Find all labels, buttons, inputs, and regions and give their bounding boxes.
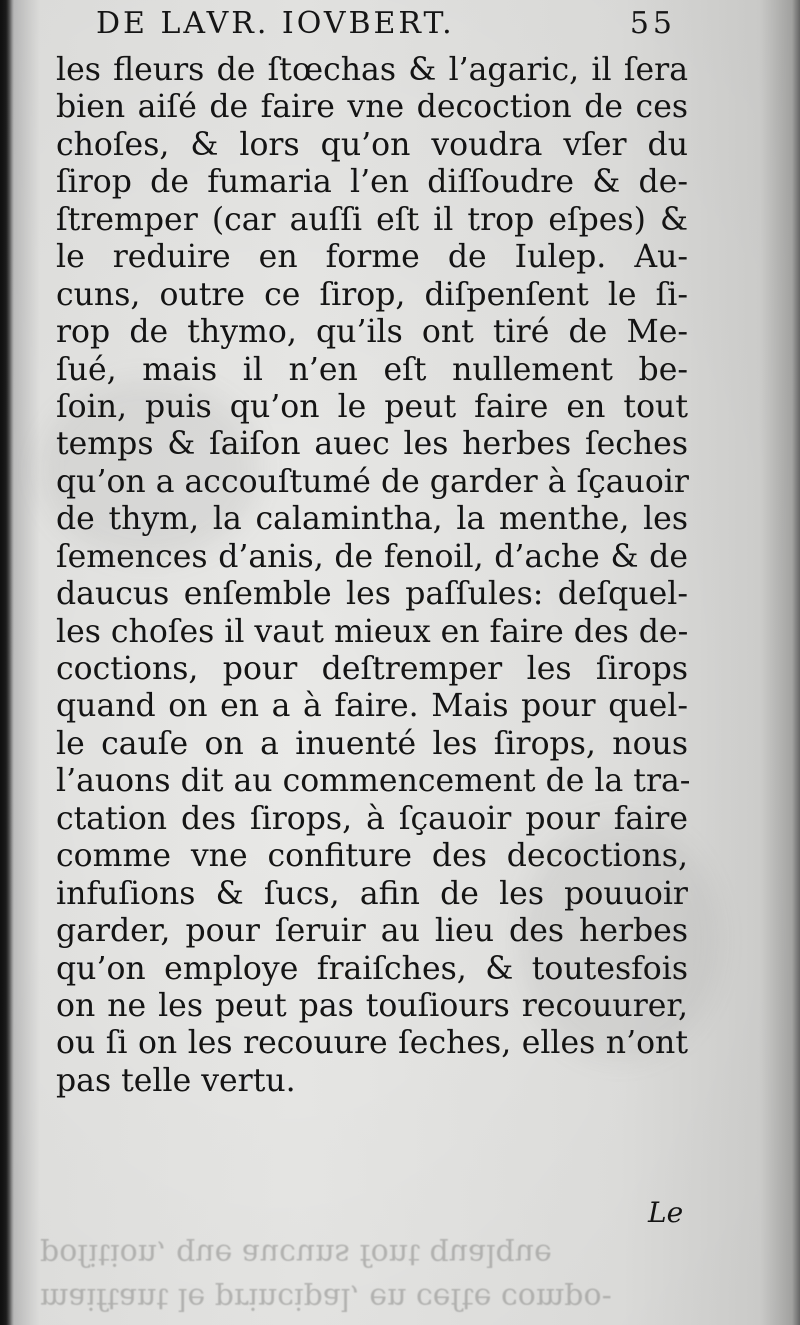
- gutter-shadow: [0, 0, 12, 1325]
- text-line: ctation des ſirops, à ſçauoir pour faire: [56, 800, 688, 837]
- text-line: le cauſe on a inuenté les ſirops, nous: [56, 725, 688, 762]
- text-line: l’auons dit au commencement de la tra-: [56, 763, 691, 800]
- text-line: ſirop de fumaria l’en diſſoudre & de-: [56, 164, 688, 201]
- text-line: choſes, & lors qu’on voudra vſer du: [56, 126, 688, 163]
- text-line: cuns, outre ce ſirop, diſpenſent le ſi-: [56, 276, 688, 313]
- text-line: on ne les peut pas touſiours recouurer,: [56, 987, 688, 1024]
- text-line: quand on en a à faire. Mais pour quel-: [56, 688, 688, 725]
- text-line: bien aiſé de faire vne decoction de ces: [56, 89, 688, 126]
- text-line: ſemences d’anis, de fenoil, d’ache & de: [56, 538, 688, 575]
- page-header: [96, 6, 676, 46]
- text-line: temps & ſaiſon auec les herbes ſeches: [56, 426, 688, 463]
- text-line: infuſions & ſucs, afin de les pouuoir: [56, 875, 688, 912]
- running-title: DE LAVR. IOVBERT.: [96, 6, 455, 41]
- text-line: daucus enſemble les paſſules: deſquel-: [56, 576, 688, 613]
- text-line: ſtremper (car auſſi eſt il trop eſpes) &: [56, 201, 688, 238]
- text-line-last: pas telle vertu.: [56, 1062, 296, 1099]
- text-line: le reduire en forme de Iulep. Au-: [56, 239, 688, 276]
- text-line: les choſes il vaut mieux en faire des de-: [56, 613, 689, 650]
- text-line: qu’on a accouſtumé de garder à ſçauoir: [56, 463, 689, 500]
- page-number: 55: [629, 6, 676, 41]
- text-line: comme vne confiture des decoctions,: [56, 838, 688, 875]
- text-line: coctions, pour deſtremper les ſirops: [56, 651, 688, 687]
- body-text: [56, 52, 691, 1100]
- show-through-bleed: maiftant le principal, en ceſte compo- poſition, que aucuns font qualque: [40, 1237, 612, 1316]
- text-line: de thym, la calamintha, la menthe, les: [56, 501, 688, 538]
- text-line: rop de thymo, qu’ils ont tiré de Me-: [56, 314, 688, 351]
- text-line: ſué, mais il n’en eſt nullement be-: [56, 351, 688, 388]
- text-line: ou ſi on les recouure ſeches, elles n’ont: [56, 1025, 688, 1062]
- text-line: les fleurs de ſtœchas & l’agaric, il ſera: [56, 52, 688, 88]
- text-line: garder, pour ſeruir au lieu des herbes: [56, 913, 688, 950]
- text-line: ſoin, puis qu’on le peut faire en tout: [56, 388, 688, 425]
- catchword: Le: [648, 1196, 684, 1229]
- text-line: qu’on employe fraiſches, & toutesfois: [56, 950, 688, 987]
